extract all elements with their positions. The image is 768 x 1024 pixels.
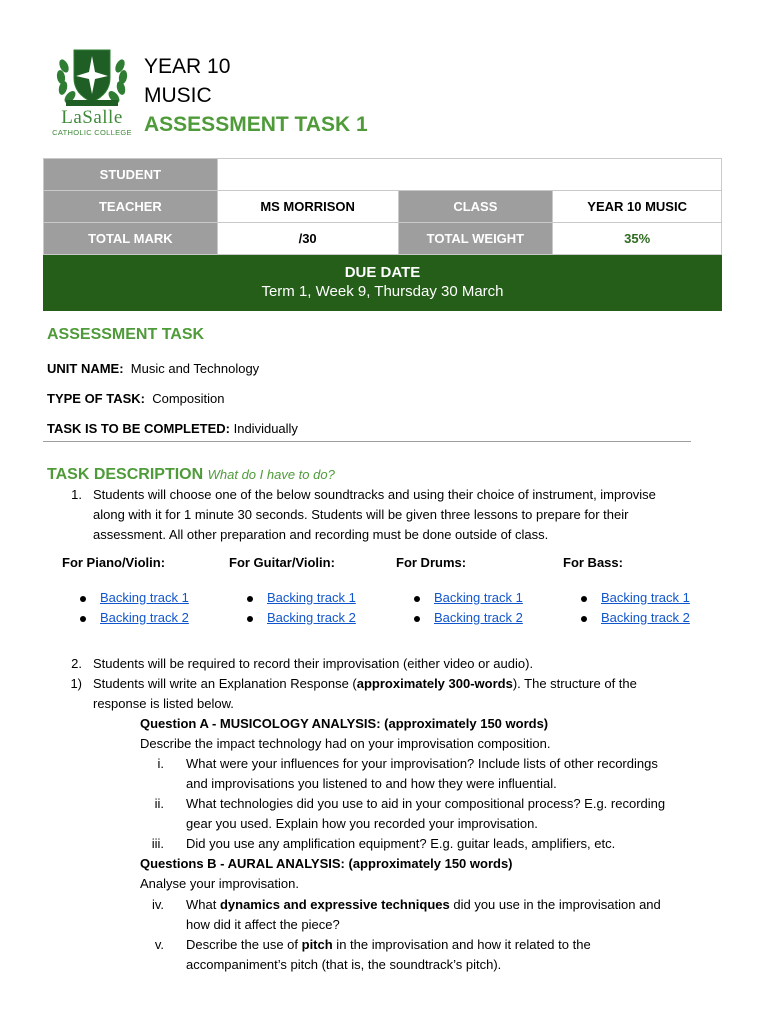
teacher-value: MS MORRISON — [217, 191, 398, 223]
backing-track-link[interactable]: Backing track 2 — [267, 610, 356, 625]
emphasis-text: approximately 300-words — [356, 676, 513, 691]
crest-icon — [50, 44, 134, 108]
bullet-icon — [581, 596, 587, 602]
list-item — [396, 588, 561, 608]
class-label: CLASS — [398, 191, 553, 223]
track-column-heading: For Guitar/Violin: — [229, 555, 335, 570]
backing-track-link[interactable]: Backing track 1 — [267, 590, 356, 605]
text-line — [186, 895, 661, 915]
text-line: Students will choose one of the below soundtracks and using their choice of instrument, improvise — [93, 487, 656, 502]
list-item — [396, 608, 561, 628]
text-line: and improvisations you listened to and how they were influential. — [186, 776, 557, 791]
text-line: Did you use any amplification equipment? E.g. guitar leads, amplifiers, etc. — [186, 836, 616, 851]
text-line: assessment. All other preparation and recording must be done outside of class. — [93, 527, 549, 542]
completion-line — [47, 421, 298, 436]
table-row — [44, 191, 722, 223]
title-block — [144, 52, 368, 139]
question-a-item — [186, 794, 665, 834]
text-segment: Students will write an Explanation Response ( — [93, 676, 357, 691]
info-table — [43, 158, 722, 255]
table-row — [44, 159, 722, 191]
backing-track-link[interactable]: Backing track 2 — [434, 610, 523, 625]
roman-number: i. — [157, 756, 164, 771]
subject-label: MUSIC — [144, 84, 212, 107]
total-mark-value: /30 — [217, 223, 398, 255]
text-line — [93, 674, 637, 694]
track-list — [229, 588, 394, 628]
text-segment: Describe the use of — [186, 937, 302, 952]
text-segment: ). The structure of the — [512, 676, 637, 691]
logo-subtitle: CATHOLIC COLLEGE — [52, 128, 132, 137]
track-column-heading: For Piano/Violin: — [62, 555, 166, 570]
logo-text — [50, 108, 134, 137]
backing-track-link[interactable]: Backing track 1 — [434, 590, 523, 605]
roman-number: ii. — [154, 796, 164, 811]
question-a-title: Question A - MUSICOLOGY ANALYSIS: (approximately 150 words) — [140, 716, 549, 731]
roman-number: v. — [154, 937, 164, 952]
unit-label: UNIT NAME: — [47, 361, 124, 376]
track-column-drums — [396, 554, 561, 628]
question-b-title: Questions B - AURAL ANALYSIS: (approximately 150 words) — [140, 856, 513, 871]
text-line: accompaniment’s pitch (that is, the soundtrack’s pitch). — [186, 957, 502, 972]
question-a — [140, 714, 550, 754]
list-item — [62, 588, 227, 608]
due-date-banner — [43, 255, 722, 311]
text-line: how did it affect the piece? — [186, 917, 340, 932]
item-number: 2. — [71, 656, 82, 671]
question-b-item — [186, 935, 591, 975]
track-list — [563, 588, 728, 628]
bullet-icon — [247, 596, 253, 602]
list-item — [563, 608, 728, 628]
item-number: 1) — [70, 676, 82, 691]
track-column-heading: For Drums: — [396, 555, 467, 570]
question-a-description: Describe the impact technology had on your improvisation composition. — [140, 736, 551, 751]
item-3-text — [93, 674, 637, 714]
text-segment: in the improvisation and how it related to the — [332, 937, 591, 952]
track-column-heading: For Bass: — [563, 555, 623, 570]
question-a-item — [186, 834, 615, 854]
list-item — [62, 608, 227, 628]
text-line — [186, 935, 591, 955]
backing-track-link[interactable]: Backing track 2 — [601, 610, 690, 625]
student-label: STUDENT — [44, 159, 218, 191]
text-line: response is listed below. — [93, 696, 234, 711]
total-mark-label: TOTAL MARK — [44, 223, 218, 255]
list-item — [229, 588, 394, 608]
text-line: gear you used. Explain how you recorded your improvisation. — [186, 816, 538, 831]
emphasis-text: pitch — [301, 937, 333, 952]
backing-track-link[interactable]: Backing track 2 — [100, 610, 189, 625]
page-title: ASSESSMENT TASK 1 — [144, 113, 368, 136]
task-type-line — [47, 391, 224, 406]
college-logo — [50, 44, 134, 140]
divider — [43, 441, 691, 442]
task-description-title: TASK DESCRIPTION — [47, 466, 204, 483]
backing-track-link[interactable]: Backing track 1 — [100, 590, 189, 605]
type-value: Composition — [152, 391, 225, 406]
table-row — [44, 223, 722, 255]
total-weight-label: TOTAL WEIGHT — [398, 223, 553, 255]
text-line: What technologies did you use to aid in your compositional process? E.g. recording — [186, 796, 666, 811]
bullet-icon — [80, 596, 86, 602]
task-description-heading — [47, 466, 335, 484]
question-b-description: Analyse your improvisation. — [140, 876, 299, 891]
track-column-piano-violin — [62, 554, 227, 628]
student-field[interactable] — [217, 159, 721, 191]
item-number: 1. — [71, 487, 82, 502]
class-value: YEAR 10 MUSIC — [553, 191, 722, 223]
question-b-item — [186, 895, 661, 935]
document-header — [50, 44, 450, 144]
bullet-icon — [80, 616, 86, 622]
roman-number: iv. — [151, 897, 164, 912]
roman-number: iii. — [151, 836, 164, 851]
list-item — [229, 608, 394, 628]
backing-track-link[interactable]: Backing track 1 — [601, 590, 690, 605]
item-1-text — [93, 485, 656, 545]
due-date-value: Term 1, Week 9, Thursday 30 March — [261, 283, 504, 300]
text-line: What were your influences for your improvisation? Include lists of other recordings — [186, 756, 658, 771]
assessment-heading: ASSESSMENT TASK — [47, 326, 205, 343]
track-column-bass — [563, 554, 728, 628]
unit-name-line — [47, 361, 259, 376]
year-label: YEAR 10 — [144, 55, 231, 78]
logo-name: LaSalle — [61, 107, 123, 128]
completed-value: Individually — [233, 421, 298, 436]
track-list — [62, 588, 227, 628]
unit-value: Music and Technology — [130, 361, 260, 376]
text-line: along with it for 1 minute 30 seconds. Students will be given three lessons to prepare for their — [93, 507, 629, 522]
bullet-icon — [247, 616, 253, 622]
total-weight-value: 35% — [553, 223, 722, 255]
due-date-title: DUE DATE — [344, 264, 421, 281]
item-2-text: Students will be required to record their improvisation (either video or audio). — [93, 656, 534, 671]
bullet-icon — [581, 616, 587, 622]
track-list — [396, 588, 561, 628]
question-b — [140, 854, 513, 894]
bullet-icon — [414, 616, 420, 622]
question-a-item — [186, 754, 658, 794]
teacher-label: TEACHER — [44, 191, 218, 223]
text-segment: What — [186, 897, 220, 912]
task-description-subtitle: What do I have to do? — [207, 467, 335, 482]
list-item — [563, 588, 728, 608]
bullet-icon — [414, 596, 420, 602]
emphasis-text: dynamics and expressive techniques — [219, 897, 450, 912]
track-column-guitar-violin — [229, 554, 394, 628]
completed-label: TASK IS TO BE COMPLETED: — [47, 421, 230, 436]
type-label: TYPE OF TASK: — [47, 391, 145, 406]
text-segment: did you use in the improvisation and — [449, 897, 661, 912]
